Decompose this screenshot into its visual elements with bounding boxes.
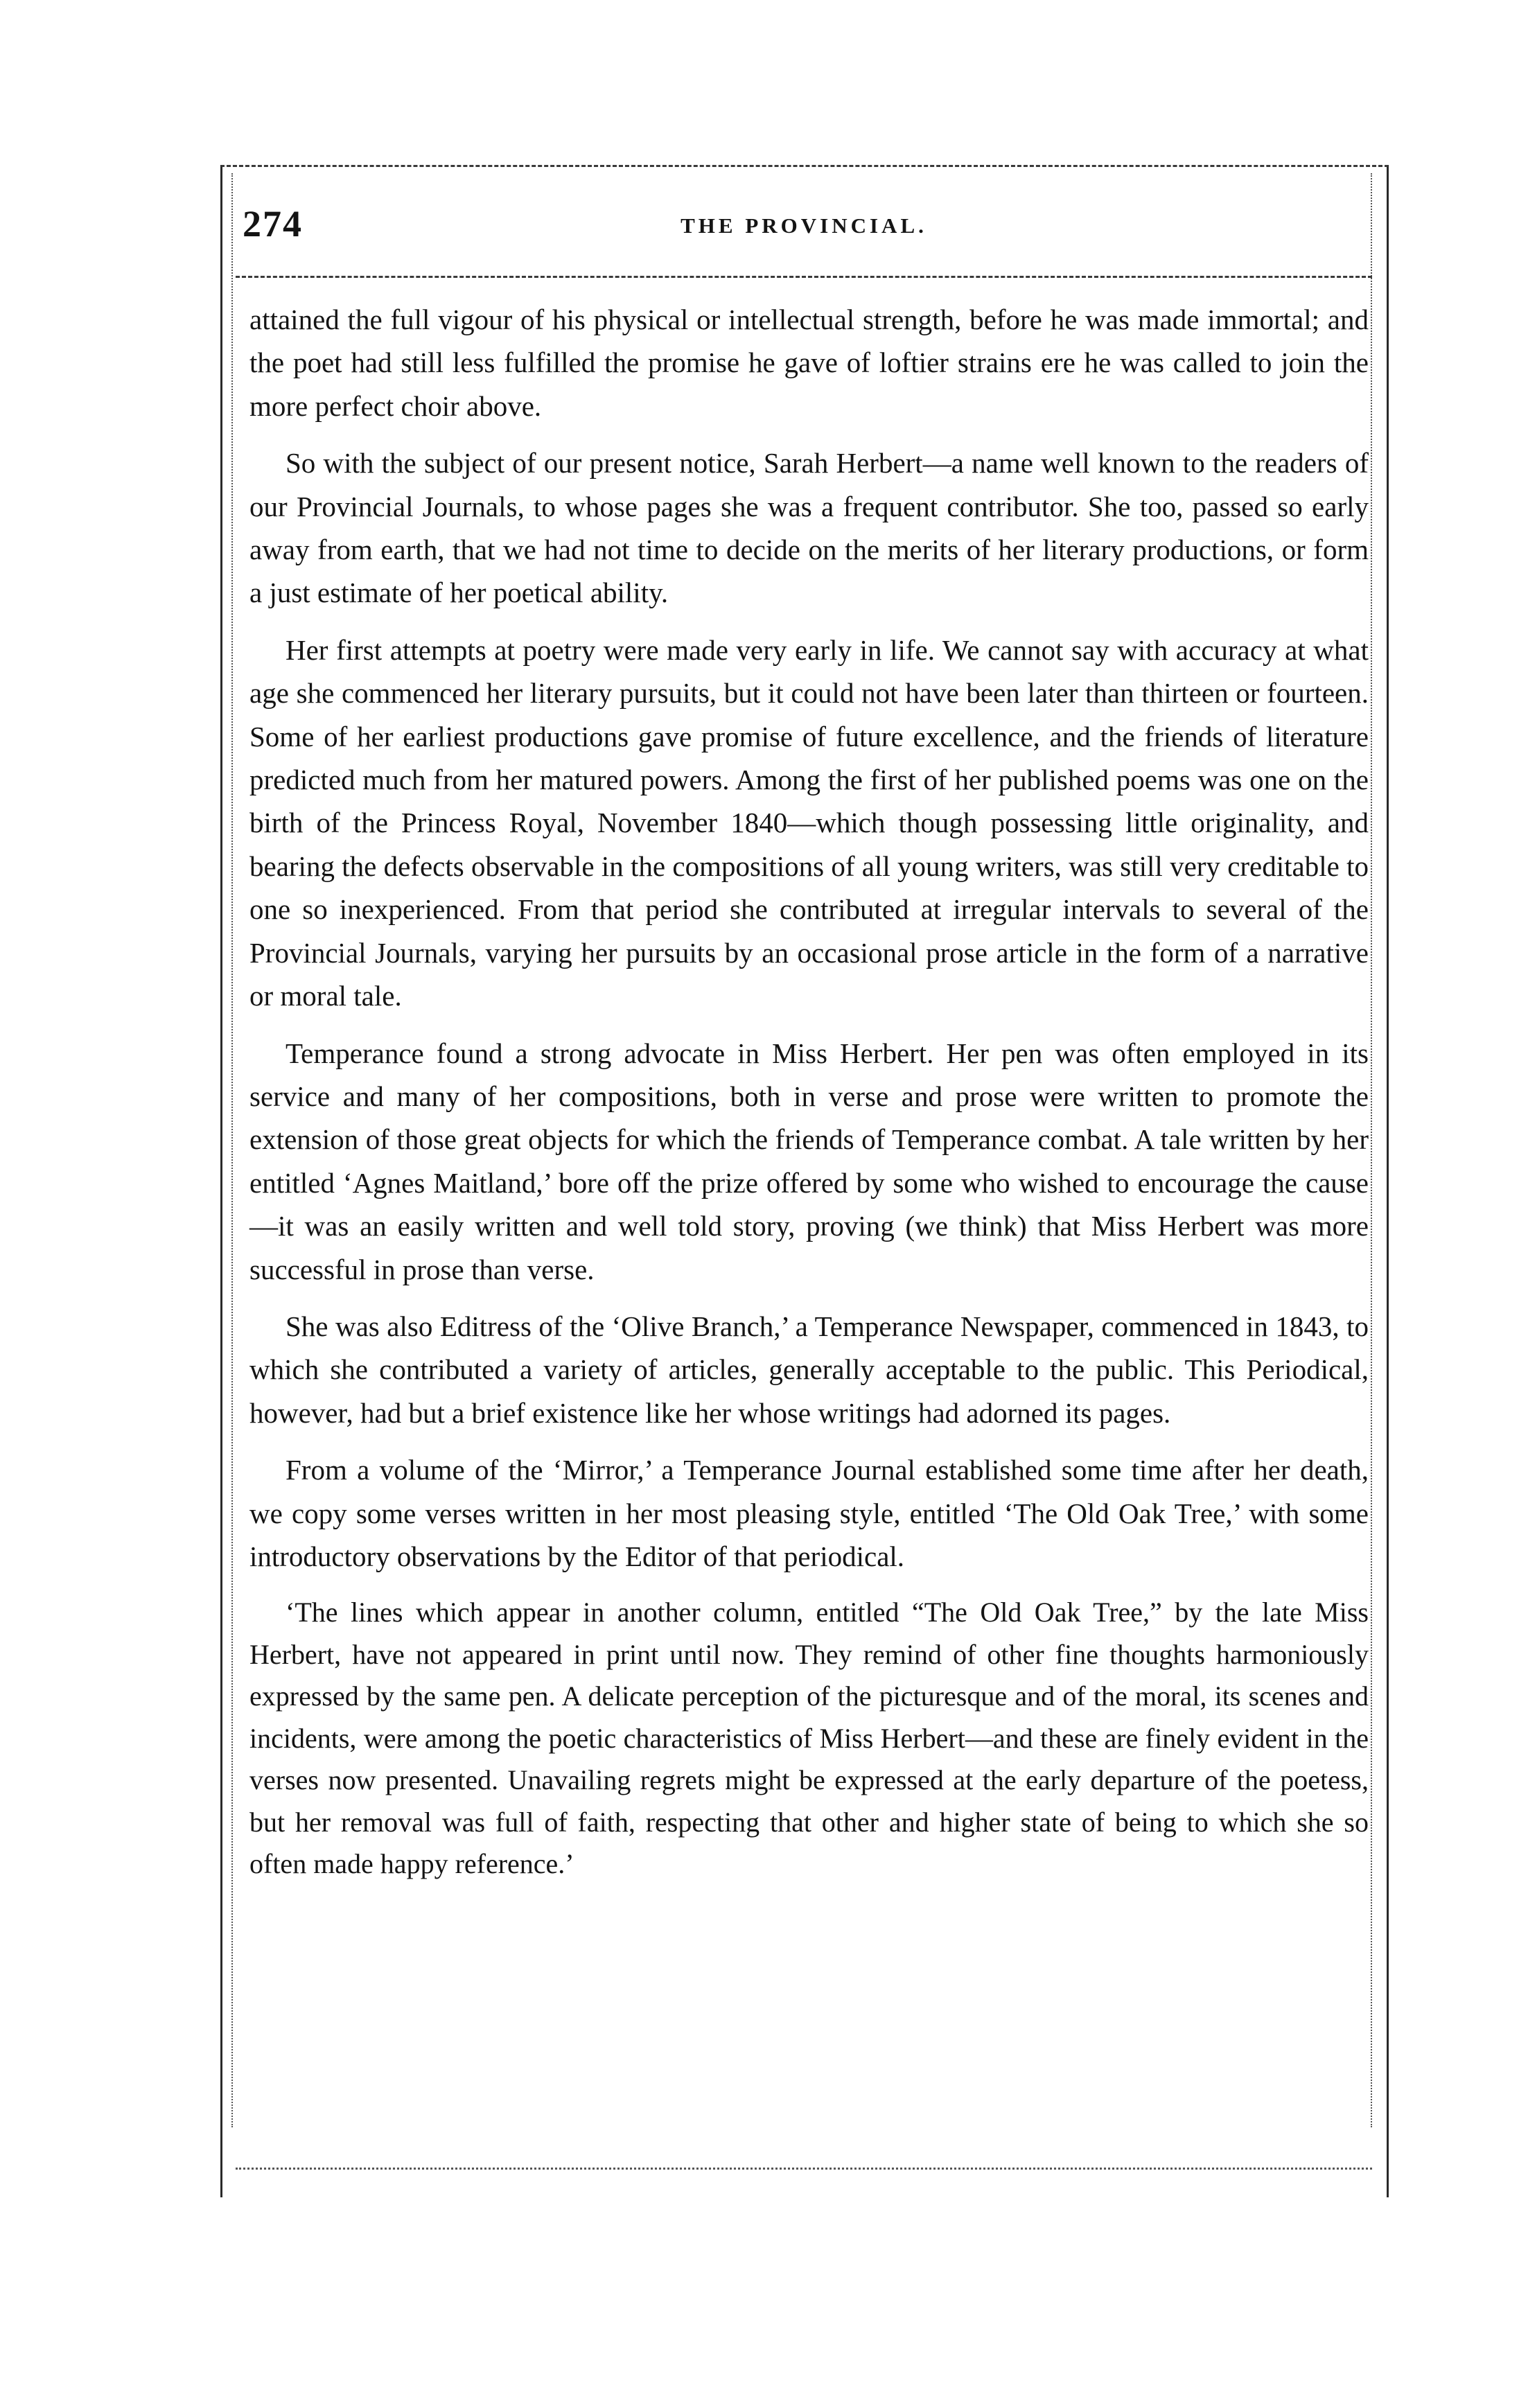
- paragraph: Her first attempts at poetry were made very early in life. We cannot say with accuracy at what age she commenced her literary pursuits, but it could not have been later than thirteen or fourteen. Some of her earliest productions gave promise of future excellence, and the friends of literature predicted much from her matured powers. Among the first of her published poems was one on the birth of the Princess Royal, November 1840—which though possessing little originality, and bearing the defects observable in the compositions of all young writers, was still very creditable to one so inexperienced. From that period she contributed at irregular intervals to several of the Provincial Journals, varying her pursuits by an occasional prose article in the form of a narrative or moral tale.: [249, 633, 1369, 1012]
- paragraph: From a volume of the ‘Mirror,’ a Temperance Journal established some time after her death, we copy some verses written in her most pleasing style, entitled ‘The Old Oak Tree,’ with some introductory observations by the Editor of that periodical.: [249, 1454, 1369, 1572]
- article-body: [249, 298, 1369, 1899]
- quoted-paragraph: ‘The lines which appear in another column, entitled “The Old Oak Tree,” by the late Miss Herbert, have not appeared in print until now. They remind of other fine thoughts harmoniously expressed by the same pen. A delicate perception of the picturesque and of the moral, its scenes and incidents, were among the poetic characteristics of Miss Herbert—and these are finely evident in the verses now presented. Unavailing regrets might be expressed at the early departure of the poetess, but her removal was full of faith, respecting that other and higher state of being to which she so often made happy reference.’: [249, 1597, 1369, 1880]
- right-margin-rule: [1371, 173, 1372, 2127]
- header-rule: [236, 276, 1372, 278]
- paragraph: So with the subject of our present notice, Sarah Herbert—a name well known to the readers of our Provincial Journals, to whose pages she was a frequent contributor. She too, passed so early away from earth, that we had not time to decide on the merits of her literary productions, or form a just estimate of her poetical ability.: [249, 447, 1369, 609]
- bottom-rule: [236, 2168, 1372, 2170]
- running-head: THE PROVINCIAL.: [681, 213, 927, 238]
- page-header: [243, 202, 1365, 265]
- paragraph: Temperance found a strong advocate in Miss Herbert. Her pen was often employed in its service and many of her compositions, both in verse and prose were written to promote the extension of those great objects for which the friends of Temperance combat. A tale written by her entitled ‘Agnes Maitland,’ bore off the prize offered by some who wished to encourage the cause—it was an easily written and well told story, proving (we think) that Miss Herbert was more successful in prose than verse.: [249, 1037, 1369, 1285]
- left-margin-rule: [231, 173, 233, 2127]
- page-number: 274: [243, 203, 303, 245]
- paragraph-continued: attained the full vigour of his physical or intellectual strength, before he was made immortal; and the poet had still less fulfilled the promise he gave of loftier strains ere he was called to join the more perfect choir above.: [249, 304, 1369, 422]
- paragraph: She was also Editress of the ‘Olive Branch,’ a Temperance Newspaper, commenced in 1843, to which she contributed a variety of articles, generally acceptable to the public. This Periodical, however, had but a brief existence like her whose writings had adorned its pages.: [249, 1310, 1369, 1429]
